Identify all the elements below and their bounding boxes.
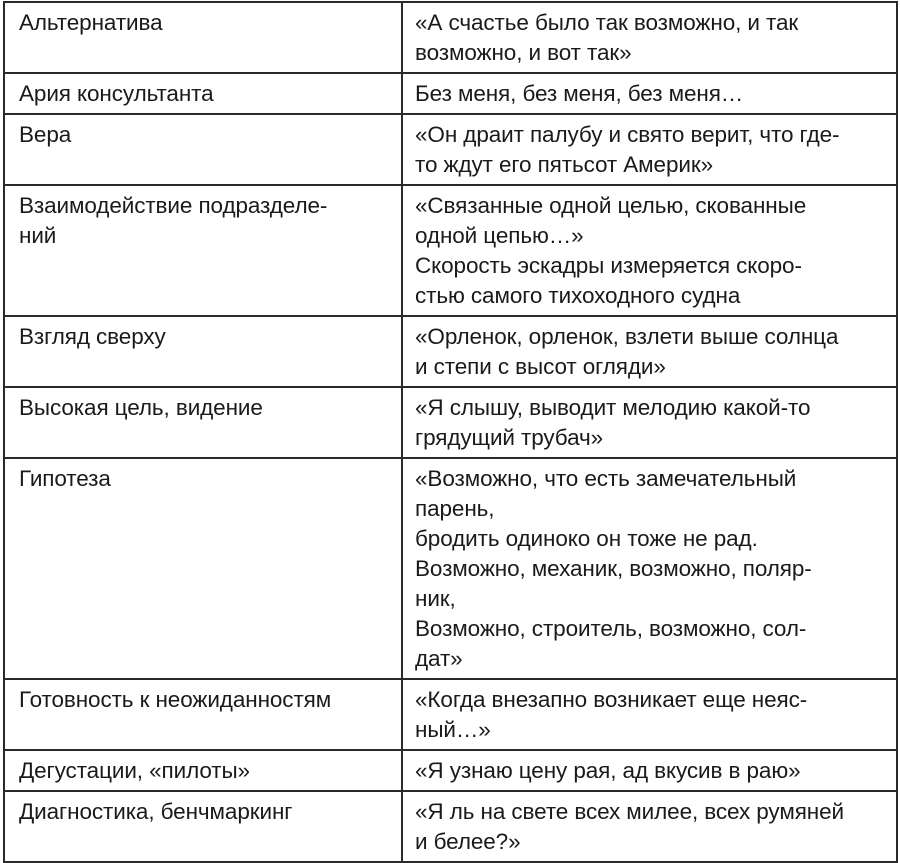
quote-text-line: «А счастье было так возможно, и так [415, 10, 799, 35]
quote-text-line: то ждут его пятьсот Америк» [415, 152, 713, 177]
term-text-line: Высокая цель, видение [19, 395, 263, 420]
table-row [4, 750, 897, 791]
quote-cell [402, 791, 897, 862]
concepts-table [3, 1, 898, 863]
term-text-line: Гипотеза [19, 466, 111, 491]
table-row [4, 679, 897, 750]
table-row [4, 316, 897, 387]
term-text-line: Вера [19, 122, 72, 147]
quote-text-line: «Когда внезапно возникает еще неяс- [415, 687, 808, 712]
quote-text-line: одной цепью…» [415, 223, 584, 248]
term-text-line: Диагностика, бенчмаркинг [19, 799, 293, 824]
quote-cell [402, 458, 897, 679]
term-cell [4, 387, 402, 458]
quote-cell [402, 750, 897, 791]
quote-text-line: и белее?» [415, 829, 521, 854]
term-cell [4, 458, 402, 679]
term-cell [4, 2, 402, 73]
term-text-line: Альтернатива [19, 10, 163, 35]
quote-text-line: Возможно, механик, возможно, поляр- [415, 556, 812, 581]
quote-text-line: «Орленок, орленок, взлети выше солнца [415, 324, 839, 349]
quote-cell [402, 387, 897, 458]
quote-cell [402, 114, 897, 185]
quote-text-line: грядущий трубач» [415, 425, 604, 450]
quote-cell [402, 2, 897, 73]
term-text-line: ний [19, 223, 57, 248]
quote-text-line: «Он драит палубу и свято верит, что где- [415, 122, 840, 147]
table-row [4, 114, 897, 185]
term-text-line: Дегустации, «пилоты» [19, 758, 250, 783]
table-body [4, 2, 897, 862]
table-row [4, 791, 897, 862]
quote-text-line: парень, [415, 496, 495, 521]
quote-cell [402, 679, 897, 750]
term-cell [4, 750, 402, 791]
term-cell [4, 791, 402, 862]
table-row [4, 185, 897, 316]
table-row [4, 387, 897, 458]
table-row [4, 458, 897, 679]
quote-text-line: Скорость эскадры измеряется скоро- [415, 253, 802, 278]
quote-text-line: Возможно, строитель, возможно, сол- [415, 616, 807, 641]
term-text-line: Ария консультанта [19, 81, 214, 106]
quote-text-line: Без меня, без меня, без меня… [415, 81, 744, 106]
quote-text-line: ный…» [415, 717, 491, 742]
quote-text-line: возможно, и вот так» [415, 40, 632, 65]
quote-text-line: «Я узнаю цену рая, ад вкусив в раю» [415, 758, 801, 783]
term-text-line: Готовность к неожиданностям [19, 687, 332, 712]
quote-cell [402, 185, 897, 316]
term-text-line: Взгляд сверху [19, 324, 166, 349]
quote-text-line: «Возможно, что есть замечательный [415, 466, 797, 491]
quote-text-line: стью самого тихоходного судна [415, 283, 741, 308]
term-cell [4, 73, 402, 114]
quote-text-line: «Я ль на свете всех милее, всех румяней [415, 799, 844, 824]
quote-text-line: «Связанные одной целью, скованные [415, 193, 807, 218]
quote-text-line: «Я слышу, выводит мелодию какой-то [415, 395, 811, 420]
table-row [4, 73, 897, 114]
quote-cell [402, 73, 897, 114]
term-text-line: Взаимодействие подразделе- [19, 193, 328, 218]
quote-text-line: дат» [415, 646, 463, 671]
term-cell [4, 316, 402, 387]
quote-text-line: ник, [415, 586, 456, 611]
term-cell [4, 114, 402, 185]
term-cell [4, 185, 402, 316]
table-row [4, 2, 897, 73]
quote-text-line: бродить одиноко он тоже не рад. [415, 526, 758, 551]
quote-cell [402, 316, 897, 387]
quote-text-line: и степи с высот огляди» [415, 354, 666, 379]
term-cell [4, 679, 402, 750]
